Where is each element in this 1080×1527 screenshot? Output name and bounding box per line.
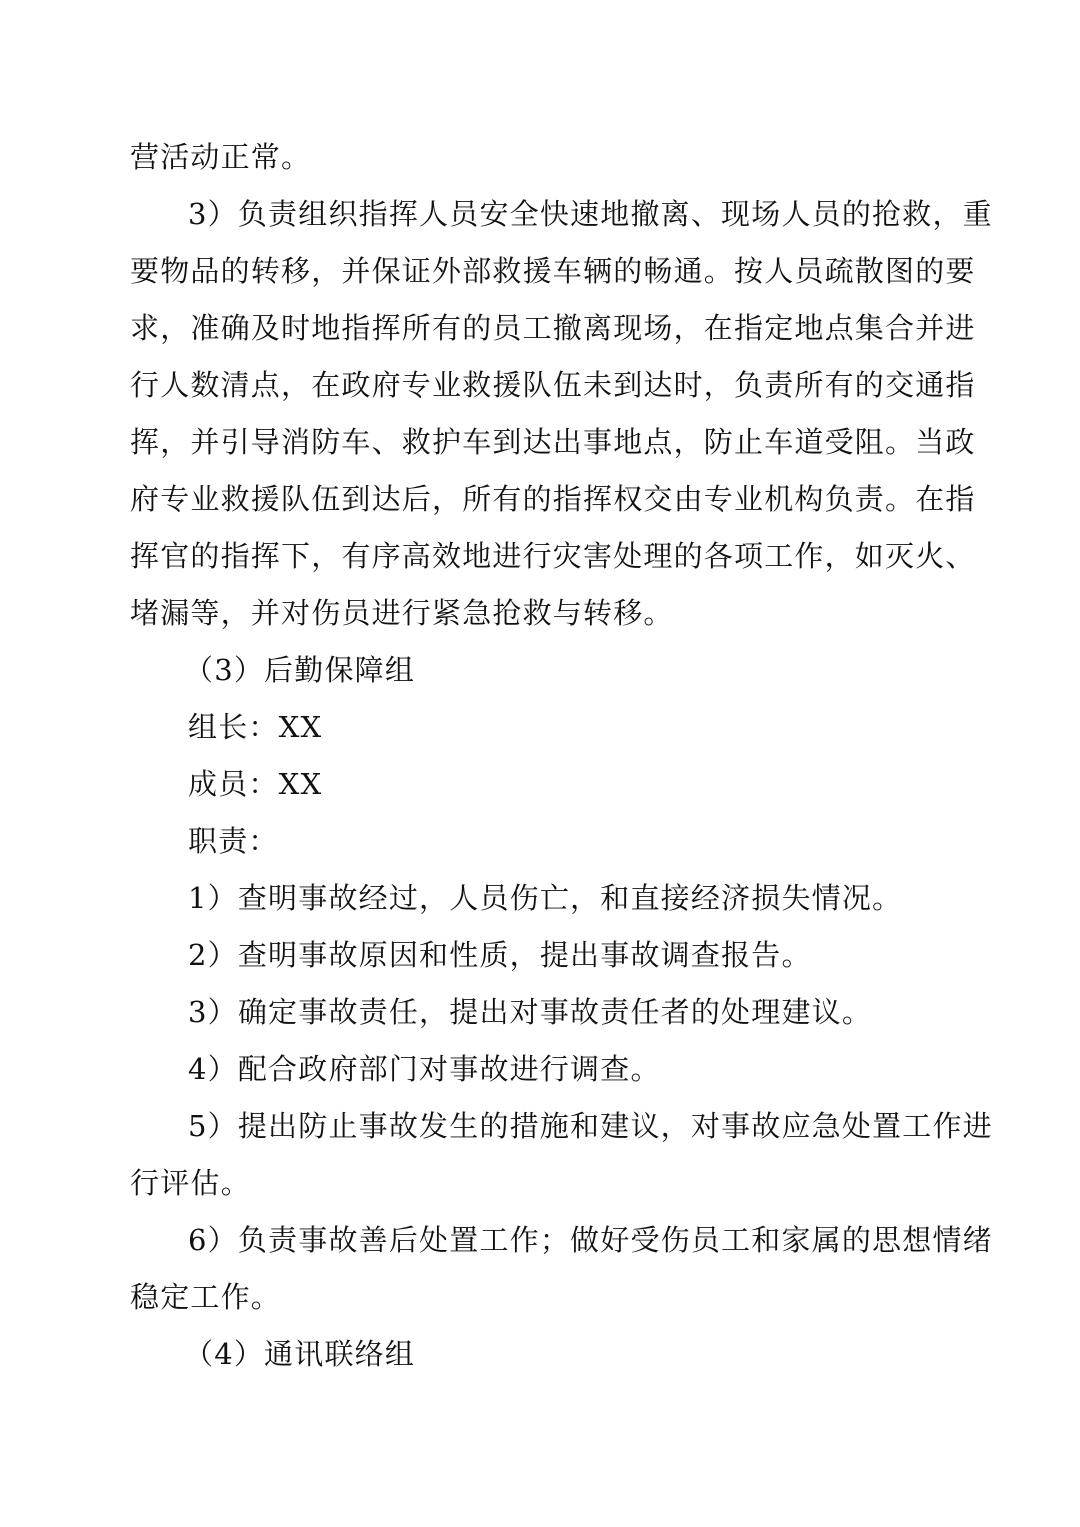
duties-label: 职责： xyxy=(188,824,279,858)
duty-item: 5）提出防止事故发生的措施和建议，对事故应急处置工作进 xyxy=(188,1109,993,1143)
duty-item: 1）查明事故经过，人员伤亡，和直接经济损失情况。 xyxy=(188,881,903,915)
duty-item: 2）查明事故原因和性质，提出事故调查报告。 xyxy=(188,938,812,972)
members-line: 成员：XX xyxy=(188,767,323,801)
duty-item: 6）负责事故善后处置工作；做好受伤员工和家属的思想情绪 xyxy=(188,1223,993,1257)
section-heading: （3）后勤保障组 xyxy=(184,653,416,687)
section-heading: （4）通讯联络组 xyxy=(184,1337,416,1371)
paragraph-line: 3）负责组织指挥人员安全快速地撤离、现场人员的抢救，重 xyxy=(188,197,993,231)
duty-item-continuation: 稳定工作。 xyxy=(130,1280,282,1314)
paragraph-line: 行人数清点，在政府专业救援队伍未到达时，负责所有的交通指 xyxy=(130,368,976,402)
paragraph-line: 挥，并引导消防车、救护车到达出事地点，防止车道受阻。当政 xyxy=(130,425,976,459)
paragraph-line: 府专业救援队伍到达后，所有的指挥权交由专业机构负责。在指 xyxy=(130,482,976,516)
duty-item: 4）配合政府部门对事故进行调查。 xyxy=(188,1052,661,1086)
paragraph-line: 挥官的指挥下，有序高效地进行灾害处理的各项工作，如灭火、 xyxy=(130,539,976,573)
paragraph-line: 要物品的转移，并保证外部救援车辆的畅通。按人员疏散图的要 xyxy=(130,254,976,288)
duty-item: 3）确定事故责任，提出对事故责任者的处理建议。 xyxy=(188,995,873,1029)
paragraph-line: 堵漏等，并对伤员进行紧急抢救与转移。 xyxy=(130,596,674,630)
leader-line: 组长：XX xyxy=(188,710,323,744)
duty-item-continuation: 行评估。 xyxy=(130,1166,251,1200)
paragraph-line: 求，准确及时地指挥所有的员工撤离现场，在指定地点集合并进 xyxy=(130,311,976,345)
continuation-line: 营活动正常。 xyxy=(130,140,312,174)
